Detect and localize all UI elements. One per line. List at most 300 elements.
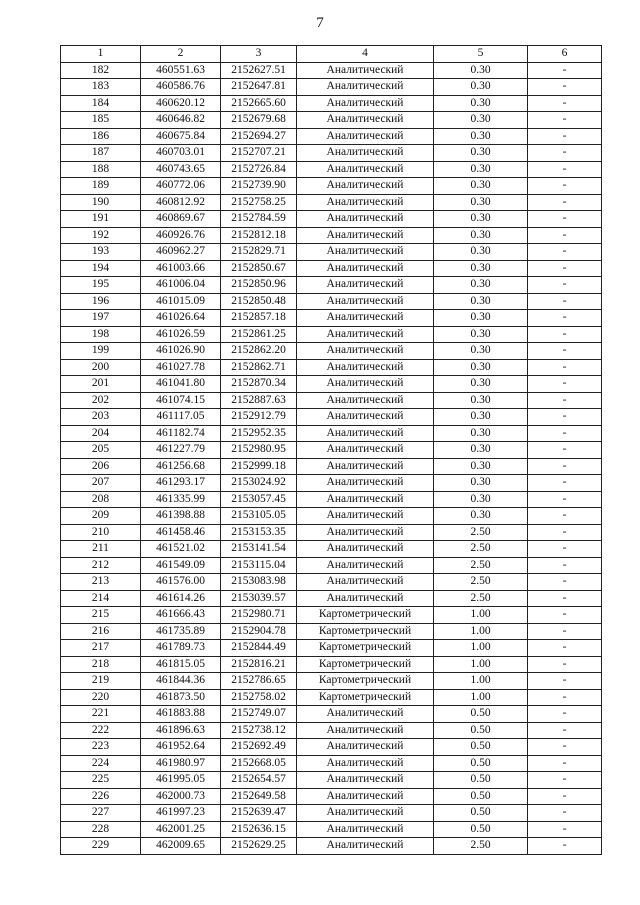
table-row: [61, 178, 602, 195]
note-cell: -: [528, 574, 602, 591]
accuracy-cell: 0.30: [434, 359, 528, 376]
note-cell: -: [528, 838, 602, 855]
point-number-cell: 183: [61, 79, 141, 96]
x-coordinate-cell: 461003.66: [141, 260, 221, 277]
point-number-cell: 205: [61, 442, 141, 459]
y-coordinate-cell: 2152694.27: [221, 128, 297, 145]
table-row: [61, 145, 602, 162]
table-row: [61, 673, 602, 690]
x-coordinate-cell: 460620.12: [141, 95, 221, 112]
note-cell: -: [528, 557, 602, 574]
x-coordinate-cell: 461952.64: [141, 739, 221, 756]
x-coordinate-cell: 461026.90: [141, 343, 221, 360]
accuracy-cell: 0.30: [434, 227, 528, 244]
note-cell: -: [528, 227, 602, 244]
y-coordinate-cell: 2152999.18: [221, 458, 297, 475]
point-number-cell: 221: [61, 706, 141, 723]
y-coordinate-cell: 2152862.20: [221, 343, 297, 360]
table-row: [61, 392, 602, 409]
y-coordinate-cell: 2152857.18: [221, 310, 297, 327]
note-cell: -: [528, 491, 602, 508]
x-coordinate-cell: 460551.63: [141, 62, 221, 79]
y-coordinate-cell: 2153105.05: [221, 508, 297, 525]
method-cell: Аналитический: [297, 508, 434, 525]
table-row: [61, 161, 602, 178]
note-cell: -: [528, 755, 602, 772]
accuracy-cell: 2.50: [434, 541, 528, 558]
table-row: [61, 739, 602, 756]
y-coordinate-cell: 2152679.68: [221, 112, 297, 129]
note-cell: -: [528, 508, 602, 525]
table-row: [61, 376, 602, 393]
header-row: [61, 46, 602, 63]
method-cell: Аналитический: [297, 161, 434, 178]
y-coordinate-cell: 2153141.54: [221, 541, 297, 558]
point-number-cell: 215: [61, 607, 141, 624]
column-header-3: 3: [221, 46, 297, 63]
x-coordinate-cell: 461027.78: [141, 359, 221, 376]
x-coordinate-cell: 461666.43: [141, 607, 221, 624]
table-row: [61, 194, 602, 211]
method-cell: Аналитический: [297, 739, 434, 756]
table-row: [61, 62, 602, 79]
x-coordinate-cell: 461398.88: [141, 508, 221, 525]
note-cell: -: [528, 62, 602, 79]
point-number-cell: 214: [61, 590, 141, 607]
y-coordinate-cell: 2152665.60: [221, 95, 297, 112]
accuracy-cell: 0.30: [434, 178, 528, 195]
y-coordinate-cell: 2152758.25: [221, 194, 297, 211]
note-cell: -: [528, 178, 602, 195]
method-cell: Аналитический: [297, 112, 434, 129]
point-number-cell: 201: [61, 376, 141, 393]
x-coordinate-cell: 462000.73: [141, 788, 221, 805]
x-coordinate-cell: 461614.26: [141, 590, 221, 607]
point-number-cell: 184: [61, 95, 141, 112]
accuracy-cell: 0.50: [434, 722, 528, 739]
table-row: [61, 343, 602, 360]
method-cell: Картометрический: [297, 640, 434, 657]
point-number-cell: 219: [61, 673, 141, 690]
method-cell: Аналитический: [297, 145, 434, 162]
x-coordinate-cell: 461041.80: [141, 376, 221, 393]
point-number-cell: 194: [61, 260, 141, 277]
x-coordinate-cell: 461789.73: [141, 640, 221, 657]
x-coordinate-cell: 461995.05: [141, 772, 221, 789]
table-row: [61, 788, 602, 805]
note-cell: -: [528, 343, 602, 360]
y-coordinate-cell: 2152861.25: [221, 326, 297, 343]
y-coordinate-cell: 2153039.57: [221, 590, 297, 607]
note-cell: -: [528, 376, 602, 393]
note-cell: -: [528, 161, 602, 178]
method-cell: Аналитический: [297, 326, 434, 343]
point-number-cell: 207: [61, 475, 141, 492]
method-cell: Аналитический: [297, 491, 434, 508]
x-coordinate-cell: 461576.00: [141, 574, 221, 591]
table-row: [61, 590, 602, 607]
accuracy-cell: 0.30: [434, 310, 528, 327]
y-coordinate-cell: 2152738.12: [221, 722, 297, 739]
x-coordinate-cell: 461458.46: [141, 524, 221, 541]
accuracy-cell: 0.30: [434, 211, 528, 228]
note-cell: -: [528, 673, 602, 690]
table-body: [61, 62, 602, 854]
y-coordinate-cell: 2152692.49: [221, 739, 297, 756]
x-coordinate-cell: 462009.65: [141, 838, 221, 855]
accuracy-cell: 0.30: [434, 277, 528, 294]
note-cell: -: [528, 640, 602, 657]
note-cell: -: [528, 211, 602, 228]
note-cell: -: [528, 739, 602, 756]
accuracy-cell: 1.00: [434, 623, 528, 640]
table-row: [61, 128, 602, 145]
x-coordinate-cell: 461844.36: [141, 673, 221, 690]
note-cell: -: [528, 310, 602, 327]
point-number-cell: 210: [61, 524, 141, 541]
y-coordinate-cell: 2152749.07: [221, 706, 297, 723]
point-number-cell: 220: [61, 689, 141, 706]
column-header-2: 2: [141, 46, 221, 63]
table-row: [61, 623, 602, 640]
x-coordinate-cell: 461015.09: [141, 293, 221, 310]
method-cell: Аналитический: [297, 821, 434, 838]
method-cell: Аналитический: [297, 722, 434, 739]
point-number-cell: 212: [61, 557, 141, 574]
point-number-cell: 197: [61, 310, 141, 327]
note-cell: -: [528, 722, 602, 739]
accuracy-cell: 0.30: [434, 145, 528, 162]
table-row: [61, 227, 602, 244]
point-number-cell: 192: [61, 227, 141, 244]
note-cell: -: [528, 706, 602, 723]
method-cell: Картометрический: [297, 623, 434, 640]
accuracy-cell: 0.30: [434, 161, 528, 178]
note-cell: -: [528, 359, 602, 376]
accuracy-cell: 0.50: [434, 821, 528, 838]
accuracy-cell: 0.30: [434, 508, 528, 525]
point-number-cell: 186: [61, 128, 141, 145]
note-cell: -: [528, 772, 602, 789]
point-number-cell: 216: [61, 623, 141, 640]
point-number-cell: 222: [61, 722, 141, 739]
accuracy-cell: 0.30: [434, 62, 528, 79]
accuracy-cell: 0.30: [434, 425, 528, 442]
table-row: [61, 722, 602, 739]
table-row: [61, 244, 602, 261]
accuracy-cell: 0.30: [434, 95, 528, 112]
accuracy-cell: 2.50: [434, 557, 528, 574]
y-coordinate-cell: 2152784.59: [221, 211, 297, 228]
table-row: [61, 475, 602, 492]
method-cell: Аналитический: [297, 128, 434, 145]
point-number-cell: 199: [61, 343, 141, 360]
y-coordinate-cell: 2153115.04: [221, 557, 297, 574]
table-row: [61, 524, 602, 541]
x-coordinate-cell: 460772.06: [141, 178, 221, 195]
method-cell: Аналитический: [297, 95, 434, 112]
x-coordinate-cell: 462001.25: [141, 821, 221, 838]
method-cell: Картометрический: [297, 673, 434, 690]
table-row: [61, 277, 602, 294]
method-cell: Аналитический: [297, 178, 434, 195]
note-cell: -: [528, 425, 602, 442]
note-cell: -: [528, 409, 602, 426]
note-cell: -: [528, 458, 602, 475]
accuracy-cell: 1.00: [434, 640, 528, 657]
y-coordinate-cell: 2152627.51: [221, 62, 297, 79]
accuracy-cell: 0.50: [434, 755, 528, 772]
accuracy-cell: 0.30: [434, 343, 528, 360]
accuracy-cell: 0.30: [434, 260, 528, 277]
note-cell: -: [528, 244, 602, 261]
y-coordinate-cell: 2152629.25: [221, 838, 297, 855]
table-row: [61, 508, 602, 525]
accuracy-cell: 0.30: [434, 244, 528, 261]
y-coordinate-cell: 2152829.71: [221, 244, 297, 261]
accuracy-cell: 0.30: [434, 491, 528, 508]
note-cell: -: [528, 541, 602, 558]
method-cell: Аналитический: [297, 293, 434, 310]
note-cell: -: [528, 475, 602, 492]
method-cell: Аналитический: [297, 79, 434, 96]
accuracy-cell: 0.30: [434, 194, 528, 211]
note-cell: -: [528, 326, 602, 343]
y-coordinate-cell: 2153024.92: [221, 475, 297, 492]
note-cell: -: [528, 79, 602, 96]
table-row: [61, 260, 602, 277]
y-coordinate-cell: 2152952.35: [221, 425, 297, 442]
table-row: [61, 359, 602, 376]
y-coordinate-cell: 2152639.47: [221, 805, 297, 822]
method-cell: Аналитический: [297, 211, 434, 228]
y-coordinate-cell: 2152786.65: [221, 673, 297, 690]
x-coordinate-cell: 461026.64: [141, 310, 221, 327]
y-coordinate-cell: 2152812.18: [221, 227, 297, 244]
point-number-cell: 193: [61, 244, 141, 261]
x-coordinate-cell: 460646.82: [141, 112, 221, 129]
table-row: [61, 326, 602, 343]
point-number-cell: 228: [61, 821, 141, 838]
x-coordinate-cell: 460962.27: [141, 244, 221, 261]
table-row: [61, 557, 602, 574]
y-coordinate-cell: 2152707.21: [221, 145, 297, 162]
point-number-cell: 196: [61, 293, 141, 310]
note-cell: -: [528, 128, 602, 145]
note-cell: -: [528, 623, 602, 640]
method-cell: Аналитический: [297, 574, 434, 591]
y-coordinate-cell: 2152726.84: [221, 161, 297, 178]
point-number-cell: 229: [61, 838, 141, 855]
accuracy-cell: 0.50: [434, 788, 528, 805]
method-cell: Аналитический: [297, 838, 434, 855]
table-row: [61, 442, 602, 459]
note-cell: -: [528, 590, 602, 607]
point-number-cell: 191: [61, 211, 141, 228]
note-cell: -: [528, 821, 602, 838]
y-coordinate-cell: 2152980.95: [221, 442, 297, 459]
point-number-cell: 206: [61, 458, 141, 475]
y-coordinate-cell: 2152850.96: [221, 277, 297, 294]
table-row: [61, 805, 602, 822]
method-cell: Аналитический: [297, 442, 434, 459]
point-number-cell: 213: [61, 574, 141, 591]
column-header-1: 1: [61, 46, 141, 63]
table-row: [61, 310, 602, 327]
y-coordinate-cell: 2152850.48: [221, 293, 297, 310]
method-cell: Аналитический: [297, 590, 434, 607]
table-row: [61, 211, 602, 228]
point-number-cell: 225: [61, 772, 141, 789]
accuracy-cell: 0.30: [434, 442, 528, 459]
method-cell: Картометрический: [297, 656, 434, 673]
method-cell: Аналитический: [297, 425, 434, 442]
table-row: [61, 821, 602, 838]
note-cell: -: [528, 277, 602, 294]
y-coordinate-cell: 2152649.58: [221, 788, 297, 805]
x-coordinate-cell: 461227.79: [141, 442, 221, 459]
y-coordinate-cell: 2152870.34: [221, 376, 297, 393]
point-number-cell: 224: [61, 755, 141, 772]
point-number-cell: 200: [61, 359, 141, 376]
point-number-cell: 203: [61, 409, 141, 426]
x-coordinate-cell: 461735.89: [141, 623, 221, 640]
y-coordinate-cell: 2152816.21: [221, 656, 297, 673]
point-number-cell: 185: [61, 112, 141, 129]
note-cell: -: [528, 112, 602, 129]
x-coordinate-cell: 461256.68: [141, 458, 221, 475]
x-coordinate-cell: 461117.05: [141, 409, 221, 426]
x-coordinate-cell: 460743.65: [141, 161, 221, 178]
y-coordinate-cell: 2152739.90: [221, 178, 297, 195]
point-number-cell: 211: [61, 541, 141, 558]
x-coordinate-cell: 460869.67: [141, 211, 221, 228]
y-coordinate-cell: 2153083.98: [221, 574, 297, 591]
method-cell: Аналитический: [297, 458, 434, 475]
method-cell: Картометрический: [297, 607, 434, 624]
method-cell: Аналитический: [297, 62, 434, 79]
method-cell: Картометрический: [297, 689, 434, 706]
table-row: [61, 838, 602, 855]
x-coordinate-cell: 461026.59: [141, 326, 221, 343]
accuracy-cell: 0.30: [434, 128, 528, 145]
y-coordinate-cell: 2152980.71: [221, 607, 297, 624]
point-number-cell: 189: [61, 178, 141, 195]
y-coordinate-cell: 2152647.81: [221, 79, 297, 96]
page-number: 7: [316, 15, 324, 31]
point-number-cell: 218: [61, 656, 141, 673]
method-cell: Аналитический: [297, 244, 434, 261]
note-cell: -: [528, 689, 602, 706]
point-number-cell: 209: [61, 508, 141, 525]
table-row: [61, 706, 602, 723]
point-number-cell: 190: [61, 194, 141, 211]
note-cell: -: [528, 805, 602, 822]
accuracy-cell: 0.30: [434, 392, 528, 409]
table-row: [61, 95, 602, 112]
point-number-cell: 227: [61, 805, 141, 822]
accuracy-cell: 2.50: [434, 574, 528, 591]
note-cell: -: [528, 392, 602, 409]
table-row: [61, 541, 602, 558]
x-coordinate-cell: 460926.76: [141, 227, 221, 244]
method-cell: Аналитический: [297, 260, 434, 277]
method-cell: Аналитический: [297, 524, 434, 541]
y-coordinate-cell: 2152844.49: [221, 640, 297, 657]
table-row: [61, 689, 602, 706]
x-coordinate-cell: 461521.02: [141, 541, 221, 558]
point-number-cell: 202: [61, 392, 141, 409]
x-coordinate-cell: 461980.97: [141, 755, 221, 772]
method-cell: Аналитический: [297, 805, 434, 822]
y-coordinate-cell: 2153153.35: [221, 524, 297, 541]
table-row: [61, 607, 602, 624]
method-cell: Аналитический: [297, 343, 434, 360]
accuracy-cell: 1.00: [434, 673, 528, 690]
accuracy-cell: 0.50: [434, 772, 528, 789]
y-coordinate-cell: 2152904.78: [221, 623, 297, 640]
method-cell: Аналитический: [297, 310, 434, 327]
note-cell: -: [528, 788, 602, 805]
y-coordinate-cell: 2152654.57: [221, 772, 297, 789]
accuracy-cell: 0.50: [434, 739, 528, 756]
y-coordinate-cell: 2152668.05: [221, 755, 297, 772]
note-cell: -: [528, 293, 602, 310]
note-cell: -: [528, 145, 602, 162]
point-number-cell: 204: [61, 425, 141, 442]
accuracy-cell: 0.30: [434, 293, 528, 310]
x-coordinate-cell: 461997.23: [141, 805, 221, 822]
point-number-cell: 226: [61, 788, 141, 805]
column-header-4: 4: [297, 46, 434, 63]
method-cell: Аналитический: [297, 227, 434, 244]
accuracy-cell: 0.30: [434, 79, 528, 96]
point-number-cell: 198: [61, 326, 141, 343]
point-number-cell: 195: [61, 277, 141, 294]
point-number-cell: 223: [61, 739, 141, 756]
method-cell: Аналитический: [297, 392, 434, 409]
method-cell: Аналитический: [297, 194, 434, 211]
y-coordinate-cell: 2153057.45: [221, 491, 297, 508]
table-row: [61, 425, 602, 442]
table-row: [61, 112, 602, 129]
y-coordinate-cell: 2152862.71: [221, 359, 297, 376]
method-cell: Аналитический: [297, 755, 434, 772]
accuracy-cell: 0.30: [434, 458, 528, 475]
y-coordinate-cell: 2152887.63: [221, 392, 297, 409]
method-cell: Аналитический: [297, 475, 434, 492]
note-cell: -: [528, 194, 602, 211]
x-coordinate-cell: 461293.17: [141, 475, 221, 492]
x-coordinate-cell: 461006.04: [141, 277, 221, 294]
point-number-cell: 187: [61, 145, 141, 162]
accuracy-cell: 2.50: [434, 838, 528, 855]
point-number-cell: 208: [61, 491, 141, 508]
table-row: [61, 491, 602, 508]
accuracy-cell: 0.30: [434, 409, 528, 426]
x-coordinate-cell: 460703.01: [141, 145, 221, 162]
x-coordinate-cell: 461074.15: [141, 392, 221, 409]
table-row: [61, 458, 602, 475]
note-cell: -: [528, 607, 602, 624]
x-coordinate-cell: 461815.05: [141, 656, 221, 673]
method-cell: Аналитический: [297, 557, 434, 574]
column-header-5: 5: [434, 46, 528, 63]
method-cell: Аналитический: [297, 541, 434, 558]
x-coordinate-cell: 460586.76: [141, 79, 221, 96]
table-row: [61, 640, 602, 657]
accuracy-cell: 0.30: [434, 326, 528, 343]
